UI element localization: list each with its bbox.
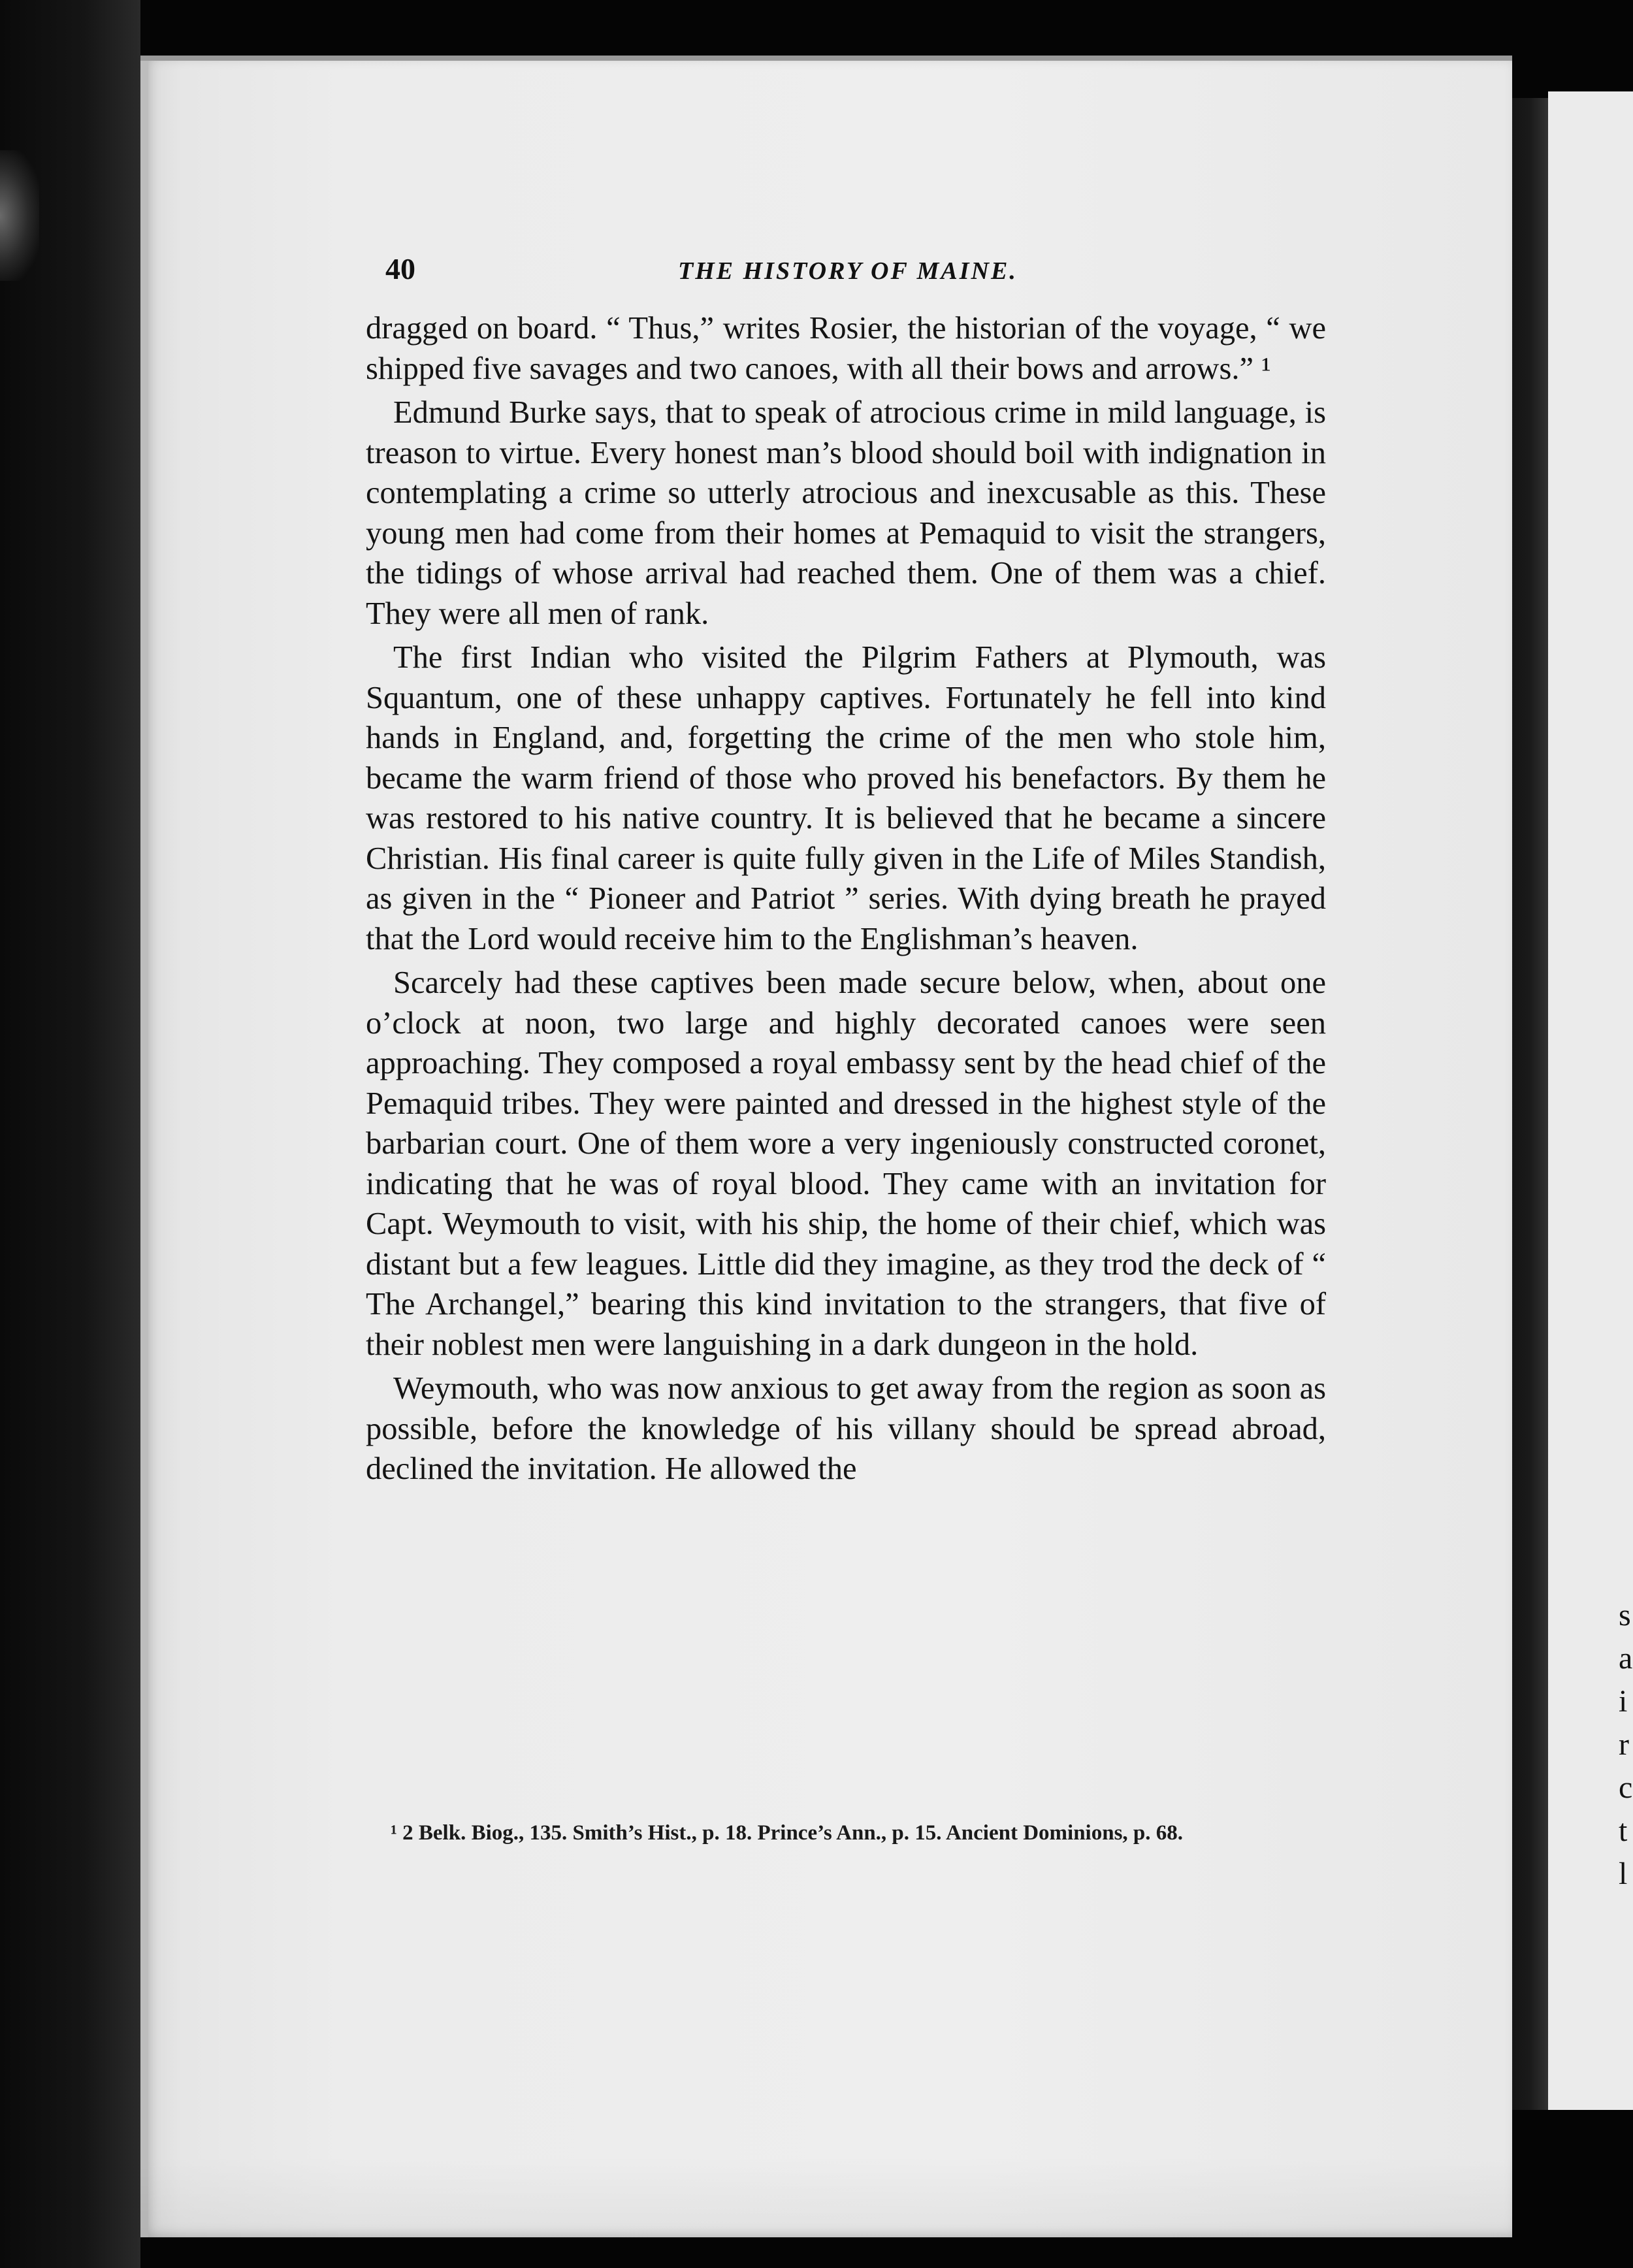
paragraph: The first Indian who visited the Pilgrim Fathers at Plymouth, was Squantum, one of these unhappy captives. Fortunately he fell into kind hands in England, and, forgetting the crime of the men who stole him, became the warm friend of those who proved his benefactors. By them he was restored to his native country. It is believed that he became a sincere Christian. His final career is quite fully given in the Life of Miles Standish, as given in the “ Pioneer and Patriot ” series. With dying breath he prayed that the Lord would receive him to the Englishman’s heaven. (366, 640, 1326, 956)
page-edge-left (140, 56, 148, 2237)
adjacent-page-text-fragment: s a i r c t l (1619, 1598, 1633, 1891)
page-edge-top (140, 56, 1512, 61)
book-spine-left (0, 0, 140, 2268)
running-title: THE HISTORY OF MAINE. (678, 257, 1018, 285)
scan-glare (0, 150, 39, 281)
body-text (366, 308, 1326, 1493)
paragraph: Weymouth, who was now anxious to get away from the region as soon as possible, before the knowledge of his villany should be spread abroad, declined the invitation. He allowed the (366, 1371, 1326, 1486)
page-number: 40 (385, 252, 415, 285)
paragraph: Scarcely had these captives been made secure below, when, about one o’clock at noon, two large and highly decorated canoes were seen approaching. They composed a royal embassy sent by the head chief of the Pemaquid tribes. They were painted and dressed in the highest style of the barbarian court. One of them wore a very ingeniously constructed coronet, indicating that he was of royal blood. They came with an invitation for Capt. Weymouth to visit, with his ship, the home of their chief, which was distant but a few leagues. Little did they imagine, as they trod the deck of “ The Archangel,” bearing this kind invitation to the strangers, that five of their noblest men were languishing in a dark dungeon in the hold. (366, 965, 1326, 1362)
paragraph: Edmund Burke says, that to speak of atrocious crime in mild language, is treason to virtue. Every honest man’s blood should boil with indignation in contemplating a crime so utterly atrocious and inexcusable as this. These young men had come from their homes at Pemaquid to visit the strangers, the tidings of whose arrival had reached them. One of them was a chief. They were all men of rank. (366, 395, 1326, 631)
running-head (385, 251, 1333, 291)
page-shading (140, 2156, 1512, 2237)
paragraph: dragged on board. “ Thus,” writes Rosier, the historian of the voyage, “ we shipped five savages and two canoes, with all their bows and arrows.” ¹ (366, 311, 1326, 386)
footnote: ¹ 2 Belk. Biog., 135. Smith’s Hist., p. 18. Prince’s Ann., p. 15. Ancient Dominions, p. 68. (391, 1821, 1184, 1845)
